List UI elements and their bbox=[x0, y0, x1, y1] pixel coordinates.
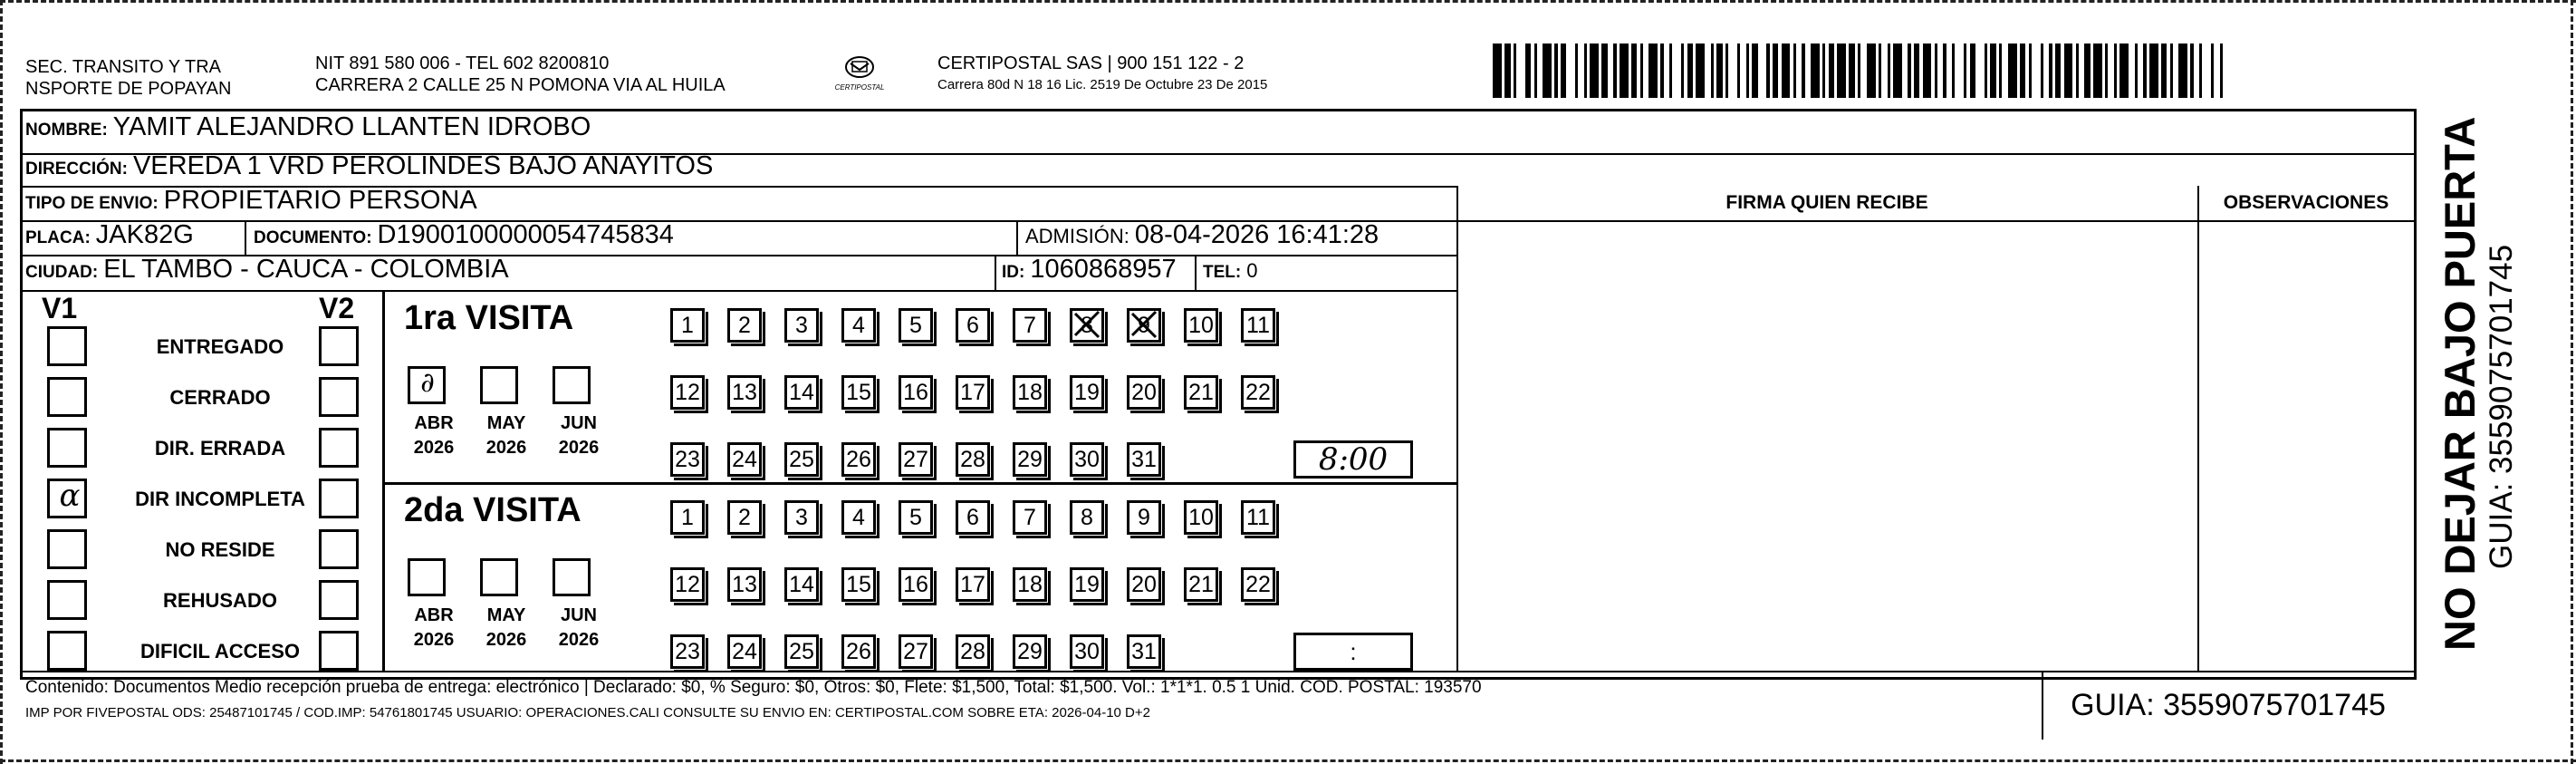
barcode-bar bbox=[2032, 44, 2041, 98]
day-box-25[interactable]: 25 bbox=[784, 442, 819, 477]
month-checkbox-jun[interactable] bbox=[553, 366, 591, 404]
day-box-16[interactable]: 16 bbox=[899, 375, 933, 410]
day-box-19[interactable]: 19 bbox=[1070, 567, 1104, 602]
v2-status-checkbox[interactable] bbox=[319, 377, 359, 417]
day-box-10[interactable]: 10 bbox=[1184, 500, 1218, 535]
time-value: : bbox=[1350, 637, 1357, 665]
col-divider-obs bbox=[2197, 186, 2199, 672]
barcode-bar bbox=[1516, 44, 1525, 98]
day-box-9[interactable]: 9 bbox=[1127, 500, 1161, 535]
day-box-16[interactable]: 16 bbox=[899, 567, 933, 602]
day-box-20[interactable]: 20 bbox=[1127, 375, 1161, 410]
month-label bbox=[547, 411, 610, 460]
barcode-bar bbox=[1696, 44, 1705, 98]
col-divider-firma bbox=[1456, 186, 1458, 672]
barcode bbox=[1493, 44, 2226, 100]
day-box-3[interactable]: 3 bbox=[784, 308, 819, 343]
day-box-26[interactable]: 26 bbox=[841, 442, 876, 477]
footer-contenido: Contenido: Documentos Medio recepción prueba de entrega: electrónico | Declarado: $0, % Seguro: $0, Otros: $0, Flete: $1,500, Total: $1,500. Vol.: 1*1*1. 0.5 1 Unid. COD. POSTAL: 193570 bbox=[25, 678, 1482, 697]
month-name: MAY bbox=[486, 413, 526, 433]
admision-cell bbox=[1025, 220, 1379, 250]
tel-value: 0 bbox=[1246, 259, 1258, 282]
day-box-4[interactable]: 4 bbox=[841, 500, 876, 535]
day-box-14[interactable]: 14 bbox=[784, 567, 819, 602]
time-box[interactable] bbox=[1293, 440, 1413, 479]
visit-row-divider bbox=[382, 482, 1456, 485]
day-box-9[interactable]: 9 bbox=[1127, 308, 1161, 343]
tel-label: TEL: bbox=[1203, 263, 1242, 282]
month-year: 2026 bbox=[413, 438, 455, 458]
barcode-bar bbox=[1543, 44, 1552, 98]
day-box-30[interactable]: 30 bbox=[1070, 442, 1104, 477]
day-box-23[interactable]: 23 bbox=[670, 634, 705, 669]
day-box-28[interactable]: 28 bbox=[956, 634, 990, 669]
barcode-bar bbox=[2178, 44, 2187, 98]
day-box-30[interactable]: 30 bbox=[1070, 634, 1104, 669]
month-label bbox=[402, 604, 466, 653]
day-box-31[interactable]: 31 bbox=[1127, 442, 1161, 477]
day-box-1[interactable]: 1 bbox=[670, 308, 705, 343]
v1-status-checkbox[interactable] bbox=[47, 326, 87, 366]
nit-tel: NIT 891 580 006 - TEL 602 8200810 bbox=[315, 53, 610, 73]
direccion-row bbox=[25, 151, 713, 181]
barcode-bar bbox=[1867, 44, 1876, 98]
company-name: CERTIPOSTAL SAS | 900 151 122 - 2 bbox=[937, 53, 1245, 73]
month-name: JUN bbox=[560, 413, 597, 433]
day-box-20[interactable]: 20 bbox=[1127, 567, 1161, 602]
ciudad-label: CIUDAD: bbox=[25, 263, 99, 282]
day-box-23[interactable]: 23 bbox=[670, 442, 705, 477]
barcode-bar bbox=[2064, 44, 2073, 98]
day-box-4[interactable]: 4 bbox=[841, 308, 876, 343]
day-box-6[interactable]: 6 bbox=[956, 500, 990, 535]
month-name: MAY bbox=[486, 605, 526, 625]
day-box-31[interactable]: 31 bbox=[1127, 634, 1161, 669]
status-label: NO RESIDE bbox=[165, 538, 275, 561]
barcode-bar bbox=[2119, 44, 2129, 98]
cross-out-mark bbox=[1127, 308, 1161, 343]
day-box-29[interactable]: 29 bbox=[1013, 442, 1047, 477]
id-label: ID: bbox=[1002, 263, 1025, 282]
day-box-26[interactable]: 26 bbox=[841, 634, 876, 669]
day-box-17[interactable]: 17 bbox=[956, 567, 990, 602]
day-box-21[interactable]: 21 bbox=[1184, 375, 1218, 410]
v1-status-checkbox[interactable] bbox=[47, 631, 87, 671]
day-box-11[interactable]: 11 bbox=[1241, 308, 1275, 343]
documento-cell bbox=[254, 220, 674, 250]
month-name: ABR bbox=[414, 605, 454, 625]
footer-guia: GUIA: 3559075701745 bbox=[2071, 687, 2386, 722]
barcode-bar bbox=[2202, 44, 2211, 98]
day-box-10[interactable]: 10 bbox=[1184, 308, 1218, 343]
day-box-2[interactable]: 2 bbox=[727, 500, 762, 535]
day-box-13[interactable]: 13 bbox=[727, 375, 762, 410]
placa-value: JAK82G bbox=[95, 220, 194, 249]
month-label bbox=[475, 604, 538, 653]
barcode-bar bbox=[2093, 44, 2102, 98]
month-name: ABR bbox=[414, 413, 454, 433]
barcode-bar bbox=[1672, 44, 1681, 98]
cell-divider bbox=[1016, 220, 1018, 255]
nombre-label: NOMBRE: bbox=[25, 121, 108, 140]
time-box[interactable] bbox=[1293, 633, 1413, 671]
id-cell bbox=[1002, 255, 1177, 285]
placa-cell bbox=[25, 220, 194, 250]
status-label: REHUSADO bbox=[163, 589, 277, 612]
month-checkbox-abr[interactable] bbox=[408, 366, 446, 404]
day-box-24[interactable]: 24 bbox=[727, 442, 762, 477]
cell-divider bbox=[995, 255, 996, 290]
ciudad-value: EL TAMBO - CAUCA - COLOMBIA bbox=[103, 255, 509, 284]
v2-status-checkbox[interactable] bbox=[319, 326, 359, 366]
status-label: DIR. ERRADA bbox=[154, 437, 286, 459]
day-box-7[interactable]: 7 bbox=[1013, 500, 1047, 535]
barcode-bar bbox=[1648, 44, 1658, 98]
day-box-18[interactable]: 18 bbox=[1013, 375, 1047, 410]
logo-text: CERTIPOSTAL bbox=[834, 83, 885, 92]
month-checkbox-may[interactable] bbox=[480, 558, 518, 596]
day-box-2[interactable]: 2 bbox=[727, 308, 762, 343]
barcode-bar bbox=[1837, 44, 1846, 98]
sender-block bbox=[25, 56, 231, 100]
v2-status-checkbox[interactable] bbox=[319, 479, 359, 518]
barcode-bar bbox=[1493, 44, 1502, 98]
direccion-value: VEREDA 1 VRD PEROLINDES BAJO ANAYITOS bbox=[132, 151, 714, 180]
day-box-17[interactable]: 17 bbox=[956, 375, 990, 410]
barcode-bar bbox=[1758, 44, 1767, 98]
v1-status-checkbox[interactable] bbox=[47, 428, 87, 468]
day-box-28[interactable]: 28 bbox=[956, 442, 990, 477]
observaciones-header: OBSERVACIONES bbox=[2223, 192, 2389, 213]
nombre-row bbox=[25, 112, 591, 142]
visit-title: 1ra VISITA bbox=[404, 299, 574, 337]
day-box-19[interactable]: 19 bbox=[1070, 375, 1104, 410]
direccion-label: DIRECCIÓN: bbox=[25, 160, 128, 179]
day-box-6[interactable]: 6 bbox=[956, 308, 990, 343]
nit-block bbox=[315, 53, 726, 96]
barcode-bar bbox=[1782, 44, 1791, 98]
day-box-18[interactable]: 18 bbox=[1013, 567, 1047, 602]
company-license: Carrera 80d N 18 16 Lic. 2519 De Octubre 23 De 2015 bbox=[937, 77, 1268, 92]
status-label: CERRADO bbox=[169, 386, 271, 409]
day-box-27[interactable]: 27 bbox=[899, 634, 933, 669]
month-year: 2026 bbox=[413, 630, 455, 650]
no-dejar-notice: NO DEJAR BAJO PUERTA bbox=[2436, 116, 2484, 651]
visit-title: 2da VISITA bbox=[404, 491, 582, 529]
v2-header: V2 bbox=[319, 292, 355, 324]
barcode-bar bbox=[1566, 44, 1575, 98]
barcode-bar bbox=[1893, 44, 1902, 98]
status-label: DIR INCOMPLETA bbox=[135, 488, 305, 510]
day-box-5[interactable]: 5 bbox=[899, 500, 933, 535]
nombre-value: YAMIT ALEJANDRO LLANTEN IDROBO bbox=[112, 112, 591, 141]
status-label: DIFICIL ACCESO bbox=[139, 640, 300, 662]
barcode-bar bbox=[2008, 44, 2017, 98]
barcode-bars bbox=[1493, 44, 2226, 98]
documento-value: D1900100000054745834 bbox=[377, 220, 674, 249]
ciudad-cell bbox=[25, 255, 509, 285]
day-box-25[interactable]: 25 bbox=[784, 634, 819, 669]
day-box-29[interactable]: 29 bbox=[1013, 634, 1047, 669]
day-box-24[interactable]: 24 bbox=[727, 634, 762, 669]
row-divider bbox=[20, 290, 1458, 292]
barcode-bar bbox=[2149, 44, 2158, 98]
cell-divider bbox=[245, 220, 246, 255]
cross-out-mark bbox=[1070, 308, 1104, 343]
visit-divider bbox=[382, 290, 385, 671]
side-guia: GUIA: 3559075701745 bbox=[2484, 244, 2519, 569]
admision-label: ADMISIÓN: bbox=[1025, 225, 1129, 247]
day-box-14[interactable]: 14 bbox=[784, 375, 819, 410]
time-value: 8:00 bbox=[1318, 441, 1389, 478]
month-year: 2026 bbox=[485, 438, 527, 458]
handwritten-mark: α bbox=[59, 478, 81, 514]
day-box-15[interactable]: 15 bbox=[841, 375, 876, 410]
v1-status-checkbox[interactable] bbox=[47, 377, 87, 417]
v2-status-checkbox[interactable] bbox=[319, 529, 359, 569]
barcode-bar bbox=[1955, 44, 1964, 98]
status-label: ENTREGADO bbox=[156, 335, 284, 358]
barcode-bar bbox=[1728, 44, 1737, 98]
day-box-1[interactable]: 1 bbox=[670, 500, 705, 535]
barcode-bar bbox=[1811, 44, 1820, 98]
day-box-15[interactable]: 15 bbox=[841, 567, 876, 602]
day-box-7[interactable]: 7 bbox=[1013, 308, 1047, 343]
month-checkbox-may[interactable] bbox=[480, 366, 518, 404]
day-box-22[interactable]: 22 bbox=[1241, 567, 1275, 602]
documento-label: DOCUMENTO: bbox=[254, 228, 372, 247]
handwritten-mark: ∂ bbox=[420, 367, 435, 399]
month-checkbox-jun[interactable] bbox=[553, 558, 591, 596]
month-label bbox=[402, 411, 466, 460]
barcode-bar bbox=[2223, 44, 2225, 98]
month-checkbox-abr[interactable] bbox=[408, 558, 446, 596]
id-value: 1060868957 bbox=[1030, 255, 1177, 284]
footer-imp: IMP POR FIVEPOSTAL ODS: 25487101745 / COD.IMP: 54761801745 USUARIO: OPERACIONES.CALI CONSULTE SU ENVIO EN: CERTIPOSTAL.COM SOBRE ETA: 2026-04-10 D+2 bbox=[25, 705, 1150, 720]
sender-line-2: NSPORTE DE POPAYAN bbox=[25, 79, 232, 99]
day-box-8[interactable]: 8 bbox=[1070, 500, 1104, 535]
barcode-bar bbox=[1975, 44, 1985, 98]
v1-header: V1 bbox=[42, 292, 78, 324]
sender-line-1: SEC. TRANSITO Y TRA bbox=[25, 57, 221, 77]
cut-line-right bbox=[2571, 0, 2573, 764]
placa-label: PLACA: bbox=[25, 228, 91, 247]
day-box-13[interactable]: 13 bbox=[727, 567, 762, 602]
tipo-row bbox=[25, 186, 477, 216]
month-year: 2026 bbox=[558, 630, 600, 650]
barcode-bar bbox=[1590, 44, 1599, 98]
day-box-12[interactable]: 12 bbox=[670, 375, 705, 410]
day-box-5[interactable]: 5 bbox=[899, 308, 933, 343]
firma-header: FIRMA QUIEN RECIBE bbox=[1725, 192, 1928, 213]
v2-status-checkbox[interactable] bbox=[319, 428, 359, 468]
cut-line-top bbox=[0, 0, 2576, 3]
certipostal-logo bbox=[826, 53, 893, 96]
tipo-value: PROPIETARIO PERSONA bbox=[163, 186, 477, 215]
cut-line-bottom bbox=[0, 759, 2576, 762]
v2-status-checkbox[interactable] bbox=[319, 631, 359, 671]
v2-status-checkbox[interactable] bbox=[319, 580, 359, 620]
tipo-label: TIPO DE ENVIO: bbox=[25, 194, 159, 213]
cell-divider bbox=[1195, 255, 1197, 290]
month-year: 2026 bbox=[558, 438, 600, 458]
v1-status-checkbox[interactable] bbox=[47, 580, 87, 620]
month-label bbox=[547, 604, 610, 653]
tel-cell bbox=[1203, 259, 1257, 283]
barcode-bar bbox=[1923, 44, 1932, 98]
day-box-12[interactable]: 12 bbox=[670, 567, 705, 602]
day-box-27[interactable]: 27 bbox=[899, 442, 933, 477]
day-box-3[interactable]: 3 bbox=[784, 500, 819, 535]
cut-line-left bbox=[0, 0, 3, 764]
sender-address: CARRERA 2 CALLE 25 N POMONA VIA AL HUILA bbox=[315, 75, 726, 95]
admision-value: 08-04-2026 16:41:28 bbox=[1134, 220, 1379, 249]
day-box-22[interactable]: 22 bbox=[1241, 375, 1275, 410]
company-block bbox=[937, 53, 1267, 96]
month-label bbox=[475, 411, 538, 460]
barcode-bar bbox=[1620, 44, 1629, 98]
day-box-8[interactable]: 8 bbox=[1070, 308, 1104, 343]
month-year: 2026 bbox=[485, 630, 527, 650]
day-box-21[interactable]: 21 bbox=[1184, 567, 1218, 602]
v1-status-checkbox[interactable] bbox=[47, 529, 87, 569]
v1-status-checkbox[interactable] bbox=[47, 479, 87, 518]
day-box-11[interactable]: 11 bbox=[1241, 500, 1275, 535]
month-name: JUN bbox=[560, 605, 597, 625]
